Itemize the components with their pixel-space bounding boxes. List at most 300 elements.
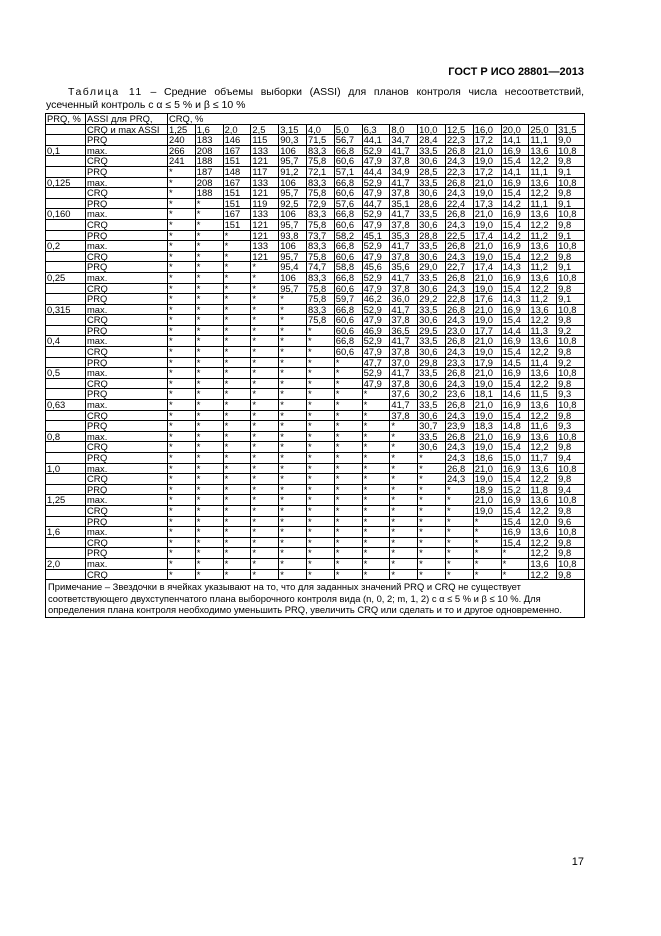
data-cell: 24,3 [445, 156, 473, 167]
data-cell: * [168, 241, 196, 252]
row-label: PRQ [86, 166, 168, 177]
data-cell: * [223, 484, 251, 495]
data-cell: 12,2 [529, 283, 557, 294]
data-cell: 28,6 [418, 198, 446, 209]
data-cell: 34,9 [390, 166, 418, 177]
table-row [46, 304, 585, 315]
data-cell: 14,2 [501, 230, 529, 241]
data-cell: * [334, 505, 362, 516]
data-cell: * [251, 283, 279, 294]
row-label: max. [86, 400, 168, 411]
data-cell: 10,8 [557, 527, 585, 538]
table-row [46, 484, 585, 495]
data-cell: * [334, 463, 362, 474]
prq-cell: 0,2 [46, 241, 86, 252]
data-cell: 15,2 [501, 484, 529, 495]
data-cell: 95,4 [279, 262, 307, 273]
prq-cell [46, 219, 86, 230]
data-cell: * [306, 431, 334, 442]
data-cell: 66,8 [334, 145, 362, 156]
data-cell: * [168, 336, 196, 347]
data-cell: * [279, 410, 307, 421]
data-cell: * [306, 569, 334, 580]
data-cell: 22,3 [445, 166, 473, 177]
table-row [46, 145, 585, 156]
data-cell: 37,0 [390, 357, 418, 368]
data-cell: 52,9 [362, 336, 390, 347]
data-cell: * [195, 347, 223, 358]
prq-cell [46, 325, 86, 336]
data-cell: 16,9 [501, 241, 529, 252]
data-cell: * [473, 548, 501, 559]
data-cell: * [251, 505, 279, 516]
data-cell: * [223, 431, 251, 442]
row-label: max. [86, 431, 168, 442]
table-row [46, 347, 585, 358]
data-cell: * [168, 569, 196, 580]
data-cell: 41,7 [390, 304, 418, 315]
data-cell: 15,4 [501, 156, 529, 167]
data-cell: * [251, 484, 279, 495]
data-cell: * [251, 453, 279, 464]
data-cell: 93,8 [279, 230, 307, 241]
data-cell: 9,8 [557, 251, 585, 262]
data-cell: 9,1 [557, 262, 585, 273]
prq-cell [46, 188, 86, 199]
data-cell: * [168, 304, 196, 315]
data-cell: 72,1 [306, 166, 334, 177]
data-cell: 37,8 [390, 156, 418, 167]
data-cell: * [195, 537, 223, 548]
data-cell: 12,2 [529, 347, 557, 358]
data-cell: 15,4 [501, 442, 529, 453]
data-cell: * [390, 453, 418, 464]
table-row [46, 474, 585, 485]
data-cell: 11,1 [529, 198, 557, 209]
table-row [46, 251, 585, 262]
table-row [46, 325, 585, 336]
table-row [46, 166, 585, 177]
data-cell: * [473, 516, 501, 527]
data-cell: * [223, 283, 251, 294]
data-cell: 41,7 [390, 241, 418, 252]
data-cell: * [390, 474, 418, 485]
prq-cell [46, 315, 86, 326]
prq-cell: 0,25 [46, 272, 86, 283]
data-cell: * [223, 548, 251, 559]
data-cell: 9,3 [557, 421, 585, 432]
data-cell: 11,4 [529, 357, 557, 368]
data-cell: 41,7 [390, 368, 418, 379]
data-cell: 106 [279, 177, 307, 188]
data-cell: 41,7 [390, 336, 418, 347]
data-cell: * [168, 516, 196, 527]
header-assi-line1: ASSI для PRQ, [86, 114, 168, 125]
data-cell: 121 [251, 156, 279, 167]
data-cell: 58,2 [334, 230, 362, 241]
data-cell: * [279, 453, 307, 464]
data-cell: 30,6 [418, 315, 446, 326]
data-cell: 60,6 [334, 315, 362, 326]
data-cell: * [306, 558, 334, 569]
data-cell: 24,3 [445, 219, 473, 230]
data-cell: * [168, 347, 196, 358]
data-cell: 21,0 [473, 241, 501, 252]
data-cell: 15,4 [501, 283, 529, 294]
data-cell: * [223, 357, 251, 368]
data-cell: 17,3 [473, 198, 501, 209]
data-cell: * [279, 304, 307, 315]
data-cell: * [168, 368, 196, 379]
data-cell: * [279, 400, 307, 411]
crq-value-header: 8,0 [390, 124, 418, 135]
header-crq: CRQ, % [168, 114, 585, 125]
data-cell: * [251, 421, 279, 432]
data-cell: 11,8 [529, 484, 557, 495]
prq-cell [46, 410, 86, 421]
data-cell: 59,7 [334, 294, 362, 305]
header-prq: PRQ, % [46, 114, 86, 125]
data-cell: 11,1 [529, 166, 557, 177]
data-cell: 45,6 [362, 262, 390, 273]
data-cell: 9,8 [557, 474, 585, 485]
data-cell: 15,0 [501, 453, 529, 464]
data-cell: * [251, 558, 279, 569]
data-cell: * [362, 548, 390, 559]
data-cell: 66,8 [334, 336, 362, 347]
row-label: PRQ [86, 230, 168, 241]
data-cell: * [168, 548, 196, 559]
data-cell: * [168, 357, 196, 368]
prq-cell: 0,315 [46, 304, 86, 315]
data-cell: 24,3 [445, 410, 473, 421]
data-cell: 12,2 [529, 442, 557, 453]
data-cell: * [334, 548, 362, 559]
data-cell: * [334, 569, 362, 580]
data-cell: 30,6 [418, 188, 446, 199]
prq-cell [46, 166, 86, 177]
data-cell: 167 [223, 209, 251, 220]
prq-cell: 0,160 [46, 209, 86, 220]
page-number: 17 [571, 856, 584, 868]
data-cell: * [390, 421, 418, 432]
data-cell: 22,8 [445, 294, 473, 305]
data-cell: * [362, 527, 390, 538]
note-row [46, 580, 585, 618]
prq-cell [46, 357, 86, 368]
data-cell: 37,8 [390, 219, 418, 230]
data-cell: 12,2 [529, 156, 557, 167]
data-cell: 188 [195, 156, 223, 167]
data-cell: 37,8 [390, 251, 418, 262]
data-cell: * [390, 569, 418, 580]
data-cell: * [195, 272, 223, 283]
table-row [46, 272, 585, 283]
data-cell: * [251, 357, 279, 368]
data-cell: 60,6 [334, 219, 362, 230]
data-cell: 14,8 [501, 421, 529, 432]
data-cell: 15,4 [501, 347, 529, 358]
data-cell: 33,5 [418, 336, 446, 347]
data-cell: * [195, 484, 223, 495]
data-cell: * [251, 410, 279, 421]
data-cell: * [306, 336, 334, 347]
data-cell: 47,9 [362, 188, 390, 199]
data-cell: 72,9 [306, 198, 334, 209]
data-cell: * [251, 304, 279, 315]
table-row [46, 516, 585, 527]
data-cell: 17,6 [473, 294, 501, 305]
row-label: PRQ [86, 198, 168, 209]
data-cell: * [195, 315, 223, 326]
data-cell: 44,4 [362, 166, 390, 177]
data-cell: 30,2 [418, 389, 446, 400]
data-cell: * [334, 368, 362, 379]
data-cell: * [251, 537, 279, 548]
data-cell: * [418, 548, 446, 559]
data-cell: * [223, 294, 251, 305]
data-cell: 9,8 [557, 505, 585, 516]
data-cell: * [445, 569, 473, 580]
data-cell: * [195, 241, 223, 252]
data-cell: * [168, 389, 196, 400]
data-cell: 19,0 [473, 474, 501, 485]
data-cell: * [223, 230, 251, 241]
prq-cell [46, 262, 86, 273]
data-cell: 37,8 [390, 315, 418, 326]
data-cell: 19,0 [473, 315, 501, 326]
prq-cell: 0,1 [46, 145, 86, 156]
data-cell: * [195, 209, 223, 220]
data-cell: 148 [223, 166, 251, 177]
data-cell: * [306, 484, 334, 495]
data-cell: * [223, 272, 251, 283]
data-cell: * [195, 548, 223, 559]
data-cell: * [362, 463, 390, 474]
data-cell: 14,1 [501, 166, 529, 177]
data-cell: * [445, 527, 473, 538]
data-cell: 121 [251, 188, 279, 199]
data-cell: 14,3 [501, 294, 529, 305]
table-row [46, 505, 585, 516]
data-cell: 10,8 [557, 241, 585, 252]
data-cell: * [306, 378, 334, 389]
table-row [46, 283, 585, 294]
data-cell: 26,8 [445, 241, 473, 252]
data-cell: 14,4 [501, 325, 529, 336]
data-cell: * [168, 325, 196, 336]
data-cell: * [279, 336, 307, 347]
data-cell: 30,6 [418, 378, 446, 389]
data-cell: 16,9 [501, 527, 529, 538]
data-cell: 34,7 [390, 135, 418, 146]
data-cell: 21,0 [473, 272, 501, 283]
data-cell: 30,6 [418, 283, 446, 294]
data-cell: 37,8 [390, 283, 418, 294]
data-cell: 47,9 [362, 219, 390, 230]
data-cell: 26,8 [445, 209, 473, 220]
data-cell: 10,8 [557, 431, 585, 442]
data-cell: * [251, 495, 279, 506]
table-row [46, 262, 585, 273]
data-cell: * [195, 198, 223, 209]
data-cell: * [251, 389, 279, 400]
data-cell: 10,8 [557, 336, 585, 347]
data-cell: 83,3 [306, 241, 334, 252]
prq-cell: 1,6 [46, 527, 86, 538]
data-cell: 19,0 [473, 188, 501, 199]
data-cell: * [279, 431, 307, 442]
data-cell: * [223, 463, 251, 474]
data-cell: 58,8 [334, 262, 362, 273]
data-cell: * [279, 389, 307, 400]
prq-cell [46, 537, 86, 548]
data-cell: * [445, 484, 473, 495]
data-cell: * [223, 315, 251, 326]
data-cell: * [168, 558, 196, 569]
data-cell: * [279, 537, 307, 548]
row-label: max. [86, 527, 168, 538]
table-row [46, 336, 585, 347]
data-cell: * [306, 325, 334, 336]
data-cell: * [362, 558, 390, 569]
data-cell: * [418, 569, 446, 580]
data-cell: 33,5 [418, 177, 446, 188]
table-row [46, 368, 585, 379]
data-cell: * [195, 357, 223, 368]
data-cell: 15,4 [501, 188, 529, 199]
data-cell: 13,6 [529, 495, 557, 506]
data-cell: 28,4 [418, 135, 446, 146]
data-cell: * [390, 516, 418, 527]
data-cell: * [279, 505, 307, 516]
data-cell: 208 [195, 177, 223, 188]
table-row [46, 378, 585, 389]
data-cell: 46,9 [362, 325, 390, 336]
data-cell: 47,9 [362, 315, 390, 326]
data-cell: * [279, 474, 307, 485]
data-cell: 9,8 [557, 315, 585, 326]
data-cell: * [279, 368, 307, 379]
data-cell: 95,7 [279, 283, 307, 294]
row-label: max. [86, 368, 168, 379]
data-cell: * [251, 431, 279, 442]
data-cell: * [306, 537, 334, 548]
table-row [46, 188, 585, 199]
data-cell: 52,9 [362, 177, 390, 188]
data-cell: * [251, 325, 279, 336]
data-cell: * [334, 410, 362, 421]
prq-cell: 0,125 [46, 177, 86, 188]
data-cell: * [168, 495, 196, 506]
data-cell: * [195, 368, 223, 379]
data-cell: 60,6 [334, 156, 362, 167]
data-cell: * [195, 378, 223, 389]
prq-cell [46, 283, 86, 294]
data-cell: * [195, 251, 223, 262]
data-cell: 9,4 [557, 484, 585, 495]
data-cell: 106 [279, 145, 307, 156]
row-label: PRQ [86, 453, 168, 464]
crq-value-header: 31,5 [557, 124, 585, 135]
data-cell: * [223, 442, 251, 453]
data-cell: 26,8 [445, 336, 473, 347]
data-cell: 41,7 [390, 400, 418, 411]
data-cell: 33,5 [418, 241, 446, 252]
data-cell: * [195, 325, 223, 336]
data-cell: 13,6 [529, 209, 557, 220]
data-cell: 12,2 [529, 474, 557, 485]
data-cell: 12,2 [529, 219, 557, 230]
data-cell: 24,3 [445, 474, 473, 485]
data-cell: 151 [223, 219, 251, 230]
data-cell: 26,8 [445, 368, 473, 379]
data-cell: * [418, 495, 446, 506]
data-cell: * [306, 505, 334, 516]
data-cell: 83,3 [306, 304, 334, 315]
data-cell: * [445, 516, 473, 527]
data-cell: 24,3 [445, 188, 473, 199]
prq-cell [46, 548, 86, 559]
data-cell: 24,3 [445, 283, 473, 294]
data-cell: 30,6 [418, 251, 446, 262]
data-cell: * [306, 421, 334, 432]
data-cell: 133 [251, 177, 279, 188]
data-cell: * [223, 368, 251, 379]
prq-cell [46, 569, 86, 580]
data-cell: * [334, 537, 362, 548]
data-cell: 19,0 [473, 410, 501, 421]
standard-header: ГОСТ Р ИСО 28801—2013 [448, 66, 584, 78]
data-cell: 121 [251, 230, 279, 241]
row-label: PRQ [86, 294, 168, 305]
data-cell: * [418, 484, 446, 495]
crq-value-header: 10,0 [418, 124, 446, 135]
data-cell: * [473, 527, 501, 538]
data-cell: 12,2 [529, 251, 557, 262]
data-cell: 12,2 [529, 548, 557, 559]
data-cell: 121 [251, 251, 279, 262]
data-cell: * [473, 558, 501, 569]
data-cell: 18,1 [473, 389, 501, 400]
data-cell: 12,0 [529, 516, 557, 527]
table-row [46, 177, 585, 188]
row-label: max. [86, 336, 168, 347]
data-cell: * [306, 368, 334, 379]
data-cell: * [251, 400, 279, 411]
data-cell: * [501, 558, 529, 569]
data-cell: 13,6 [529, 400, 557, 411]
data-cell: 37,8 [390, 410, 418, 421]
table-row [46, 135, 585, 146]
data-cell: * [223, 400, 251, 411]
data-cell: 95,7 [279, 188, 307, 199]
data-cell: 19,0 [473, 283, 501, 294]
data-cell: * [223, 336, 251, 347]
data-cell: 52,9 [362, 209, 390, 220]
data-cell: * [223, 495, 251, 506]
data-cell: * [223, 262, 251, 273]
data-cell: 9,8 [557, 283, 585, 294]
data-cell: 10,8 [557, 400, 585, 411]
data-cell: 13,6 [529, 463, 557, 474]
row-label: CRQ [86, 378, 168, 389]
data-cell: 266 [168, 145, 196, 156]
data-cell: * [223, 505, 251, 516]
row-label: max. [86, 209, 168, 220]
data-cell: 9,0 [557, 135, 585, 146]
data-cell: * [168, 219, 196, 230]
